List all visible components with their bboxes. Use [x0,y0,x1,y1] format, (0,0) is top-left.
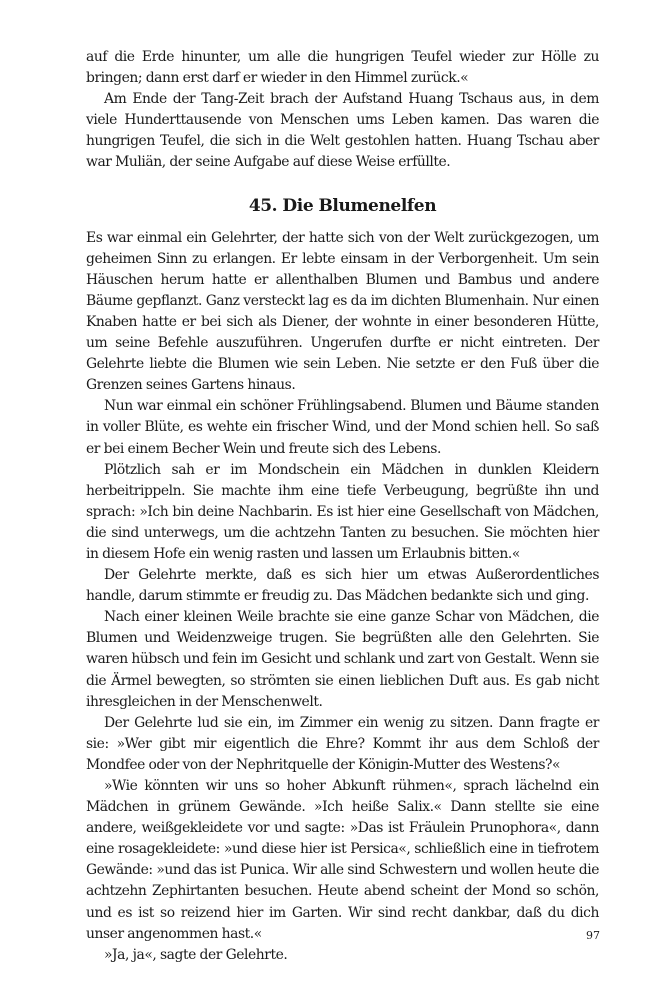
paragraph: Der Gelehrte merkte, daß es sich hier um etwas Außerordentliches handle, darum stimmte er freudig zu. Das Mädchen bedankte sich und ging. [86,567,599,605]
paragraph: Der Gelehrte lud sie ein, im Zimmer ein wenig zu sitzen. Dann fragte er sie: »Wer gibt mir eigentlich die Ehre? Kommt ihr aus dem Schloß der Mondfee oder von der Nephritquelle der Königin-Mutter des Westens?« [86,714,599,773]
paragraph: Nach einer kleinen Weile brachte sie eine ganze Schar von Mädchen, die Blumen und Weidenzweige trugen. Sie begrüßten alle den Gelehrten. Sie waren hübsch und fein im Gesicht und schlank und zart von Gestalt. Wenn sie die Ärmel bewegten, so strömten sie einen lieblichen Duft aus. Es gab nicht ihresgleichen in der Menschenwelt. [86,609,599,710]
chapter-heading: 45. Die Blumenelfen [248,195,437,216]
paragraph: »Wie könnten wir uns so hoher Abkunft rühmen«, sprach lächelnd ein Mädchen in grünem Gewände. »Ich heiße Salix.« Dann stellte sie eine andere, weißgekleidete vor und sagte: »Das ist Fräulein Prunophora«, dann eine rosagekleidete: »und diese hier ist Persica«, schließlich eine in tiefrotem Gewände: »und das ist Punica. Wir alle sind Schwestern und wollen heute die achtzehn Zephirtanten besuchen. Heute abend scheint der Mond so schön, und es ist so reizend hier im Garten. Wir sind recht dankbar, daß du dich unser angenommen hast.« [86,778,599,942]
page-body [86,47,599,966]
paragraph: Nun war einmal ein schöner Frühlingsabend. Blumen und Bäume standen in voller Blüte, es wehte ein frischer Wind, und der Mond schien hell. So saß er bei einem Becher Wein und freute sich des Lebens. [86,398,599,457]
paragraph: auf die Erde hinunter, um alle die hungrigen Teufel wieder zur Hölle zu bringen; dann erst darf er wieder in den Himmel zurück.« [86,49,599,87]
paragraph: Am Ende der Tang-Zeit brach der Aufstand Huang Tschaus aus, in dem viele Hunderttausende von Menschen ums Leben kamen. Das waren die hungrigen Teufel, die sich in die Welt gestohlen hatten. Huang Tschau aber war Muliän, der seine Aufgabe auf diese Weise erfüllte. [86,91,599,171]
paragraph: Plötzlich sah er im Mondschein ein Mädchen in dunklen Kleidern herbeitrippeln. Sie machte ihm eine tiefe Verbeugung, begrüßte ihn und sprach: »Ich bin deine Nachbarin. Es ist hier eine Gesellschaft von Mädchen, die sind unterwegs, um die achtzehn Tanten zu besuchen. Sie möchten hier in diesem Hofe ein wenig rasten und lassen um Erlaubnis bitten.« [86,461,599,562]
page-number: 97 [586,929,600,942]
paragraph: »Ja, ja«, sagte der Gelehrte. [104,946,288,963]
paragraph: Es war einmal ein Gelehrter, der hatte sich von der Welt zurückgezogen, um geheimen Sinn zu erlangen. Er lebte einsam in der Verborgenheit. Um sein Häuschen herum hatte er allenthalben Blumen und Bambus und andere Bäume gepflanzt. Ganz versteckt lag es da im dichten Blumenhain. Nur einen Knaben hatte er bei sich als Diener, der wohnte in einer besonderen Hütte, um seine Befehle auszuführen. Ungerufen durfte er nicht eintreten. Der Gelehrte liebte die Blumen wie sein Leben. Nie setzte er den Fuß über die Grenzen seines Gartens hinaus. [86,229,599,394]
